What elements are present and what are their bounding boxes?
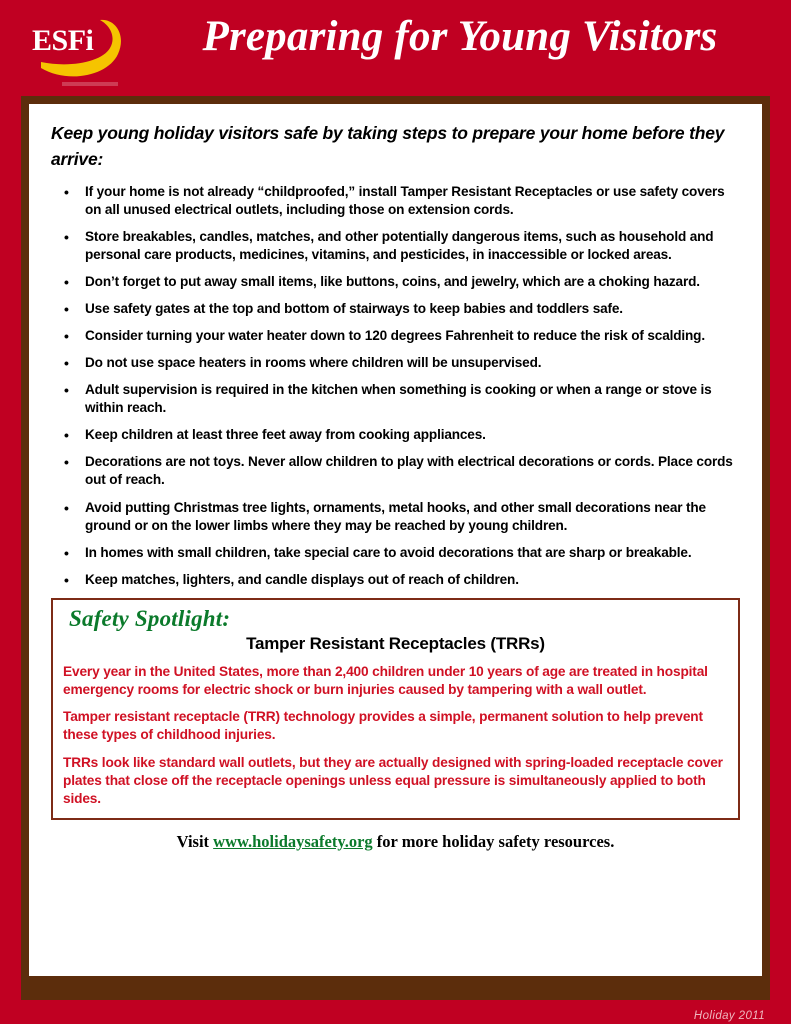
page-header [0, 0, 791, 96]
list-item-text: Keep children at least three feet away from cooking appliances. [85, 427, 486, 443]
bullet-icon: • [64, 427, 69, 444]
bullet-icon: • [64, 183, 69, 200]
list-item [51, 381, 740, 417]
list-item [51, 273, 740, 291]
safety-spotlight-box [51, 598, 740, 820]
bullet-icon: • [64, 355, 69, 372]
bullet-icon: • [64, 382, 69, 399]
visit-suffix: for more holiday safety resources. [372, 831, 615, 851]
page-title: Preparing for Young Visitors [202, 13, 718, 60]
bullet-icon: • [64, 499, 69, 516]
bullet-icon: • [64, 300, 69, 317]
list-item-text: Keep matches, lighters, and candle displays out of reach of children. [85, 571, 519, 587]
list-item [51, 499, 740, 535]
list-item [51, 300, 740, 318]
list-item [51, 327, 740, 345]
bullet-icon: • [64, 454, 69, 471]
visit-prefix: Visit [176, 831, 214, 851]
esfi-tagline-artifact [62, 82, 118, 86]
holidaysafety-link[interactable]: www.holidaysafety.org [213, 831, 373, 851]
list-item [51, 183, 740, 219]
list-item-text: Use safety gates at the top and bottom of stairways to keep babies and toddlers safe. [85, 300, 623, 316]
spotlight-paragraph: Every year in the United States, more than 2,400 children under 10 years of age are treated in hospital emergency rooms for electric shock or burn injuries caused by tampering with a wall outlet. [63, 663, 708, 697]
spotlight-paragraph: Tamper resistant receptacle (TRR) technology provides a simple, permanent solution to help prevent these types of childhood injuries. [63, 709, 703, 743]
list-item [51, 228, 740, 264]
list-item-text: In homes with small children, take special care to avoid decorations that are sharp or breakable. [85, 544, 692, 560]
list-item-text: Adult supervision is required in the kitchen when something is cooking or when a range or stove is within reach. [85, 382, 712, 416]
spotlight-paragraph: TRRs look like standard wall outlets, but they are actually designed with spring-loaded receptacle cover plates that close off the receptacle openings unless equal pressure is simultaneously applied to both sides. [63, 755, 723, 806]
list-item-text: Decorations are not toys. Never allow children to play with electrical decorations or cords. Place cords out of reach. [85, 454, 733, 488]
intro-paragraph: Keep young holiday visitors safe by taking steps to prepare your home before they arrive: [51, 123, 725, 170]
list-item [51, 354, 740, 372]
content-frame [21, 96, 770, 1000]
list-item-text: Store breakables, candles, matches, and other potentially dangerous items, such as household and personal care products, medicines, vitamins, and pesticides, in inaccessible or locked areas. [85, 228, 714, 262]
visit-line [51, 832, 740, 852]
list-item [51, 453, 740, 489]
list-item [51, 544, 740, 562]
list-item-text: Do not use space heaters in rooms where children will be unsupervised. [85, 355, 542, 371]
spotlight-heading: Tamper Resistant Receptacles (TRRs) [246, 633, 545, 653]
list-item [51, 571, 740, 589]
bullet-icon: • [64, 273, 69, 290]
bullet-icon: • [64, 327, 69, 344]
safety-tips-list [51, 183, 740, 589]
list-item-text: Don’t forget to put away small items, like buttons, coins, and jewelry, which are a choking hazard. [85, 273, 700, 289]
content-sheet [29, 104, 762, 976]
esfi-logo-text: ESFi [32, 24, 94, 57]
bullet-icon: • [64, 228, 69, 245]
list-item-text: If your home is not already “childproofed,” install Tamper Resistant Receptacles or use safety covers on all unused electrical outlets, including those on extension cords. [85, 183, 725, 217]
bullet-icon: • [64, 544, 69, 561]
list-item-text: Consider turning your water heater down to 120 degrees Fahrenheit to reduce the risk of scalding. [85, 327, 705, 343]
esfi-logo [26, 12, 146, 82]
spotlight-label: Safety Spotlight: [69, 605, 231, 631]
issue-label: Holiday 2011 [693, 1010, 765, 1022]
list-item-text: Avoid putting Christmas tree lights, ornaments, metal hooks, and other small decorations near the ground or on the lower limbs where they may be reached by young children. [85, 499, 706, 533]
list-item [51, 426, 740, 444]
bullet-icon: • [64, 571, 69, 588]
